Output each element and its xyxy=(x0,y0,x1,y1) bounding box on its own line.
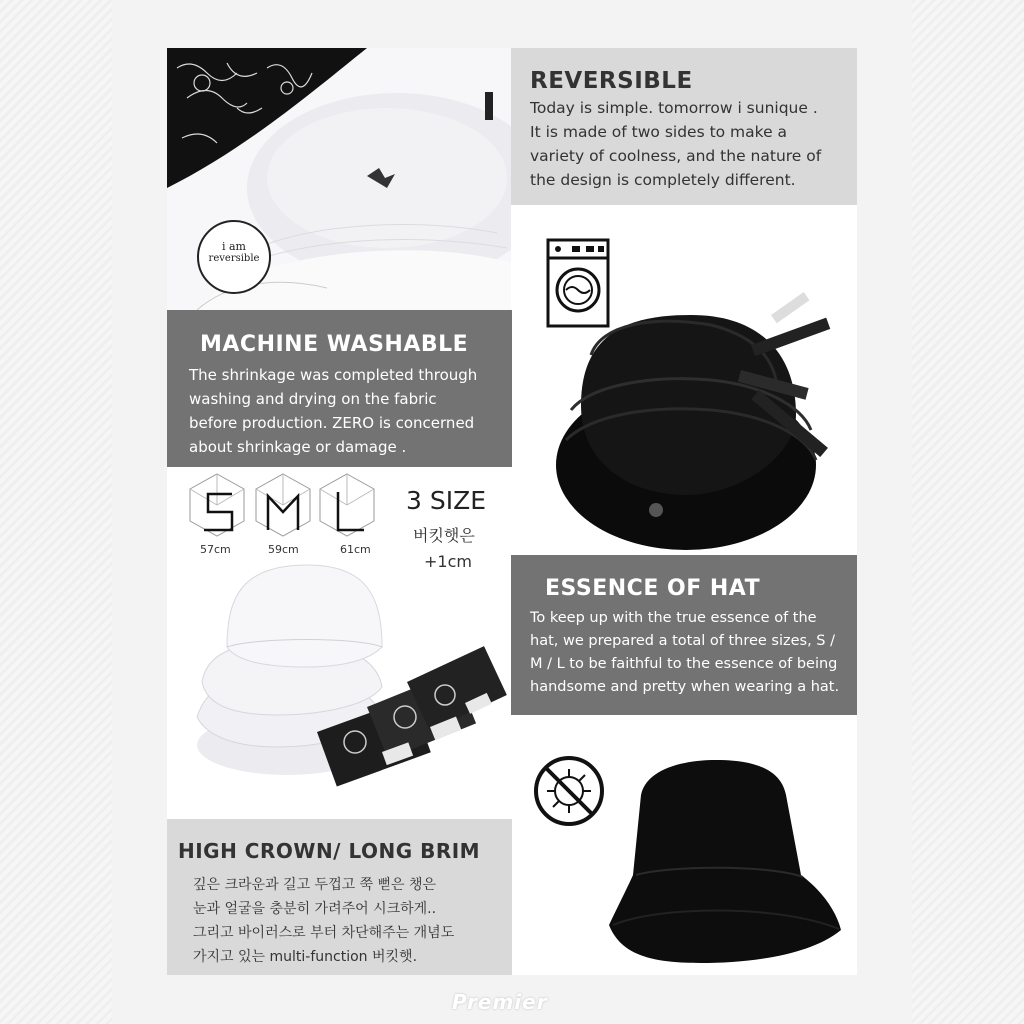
washing-machine-icon xyxy=(546,238,610,328)
essence-title: ESSENCE OF HAT xyxy=(545,576,761,601)
left-background-strip xyxy=(0,0,112,1024)
size-l-icon xyxy=(318,472,376,538)
size-plus-note: +1cm xyxy=(424,552,472,571)
machine-washable-line: The shrinkage was completed through xyxy=(189,366,478,384)
size-l-cm: 61cm xyxy=(340,543,371,556)
high-crown-line: 가지고 있는 multi-function 버킷햇. xyxy=(193,949,418,965)
essence-line: To keep up with the true essence of the xyxy=(530,610,817,626)
essence-text xyxy=(530,607,839,699)
machine-washable-line: about shrinkage or damage . xyxy=(189,438,407,456)
premier-watermark: Premier xyxy=(452,990,548,1014)
essence-line: hat, we prepared a total of three sizes, S / xyxy=(530,633,836,649)
machine-washable-panel xyxy=(167,310,512,467)
reversible-line: variety of coolness, and the nature of xyxy=(530,147,822,165)
size-s-cm: 57cm xyxy=(200,543,231,556)
reversible-panel xyxy=(511,48,857,205)
reversible-line: the design is completely different. xyxy=(530,171,796,189)
machine-washable-line: washing and drying on the fabric xyxy=(189,390,437,408)
size-m-cm: 59cm xyxy=(268,543,299,556)
machine-washable-text xyxy=(189,363,477,459)
essence-line: M / L to be faithful to the essence of being xyxy=(530,656,838,672)
black-hats-photo xyxy=(511,205,857,555)
high-crown-line: 깊은 크라운과 길고 두껍고 쭉 뻗은 챙은 xyxy=(193,877,437,893)
essence-line: handsome and pretty when wearing a hat. xyxy=(530,679,840,695)
badge-line2: reversible xyxy=(208,253,260,264)
essence-panel xyxy=(511,555,857,715)
reversible-badge-icon xyxy=(197,220,271,294)
reversible-text xyxy=(530,96,821,192)
badge-line1: i am xyxy=(221,240,246,253)
machine-washable-title: MACHINE WASHABLE xyxy=(200,332,469,357)
reversible-line: It is made of two sides to make a xyxy=(530,123,788,141)
right-background-strip xyxy=(912,0,1024,1024)
machine-washable-line: before production. ZERO is concerned xyxy=(189,414,475,432)
high-crown-line: 그리고 바이러스로 부터 차단해주는 개념도 xyxy=(193,925,455,941)
high-crown-text xyxy=(193,873,454,969)
reversible-title: REVERSIBLE xyxy=(530,68,693,94)
size-heading: 3 SIZE xyxy=(406,486,487,515)
reversible-hat-photo xyxy=(167,48,511,310)
black-hat-photo xyxy=(511,715,857,975)
reversible-line: Today is simple. tomorrow i sunique . xyxy=(530,99,818,117)
size-korean-note: 버킷햇은 xyxy=(413,526,475,545)
high-crown-line: 눈과 얼굴을 충분히 가려주어 시크하게.. xyxy=(193,901,437,917)
high-crown-title: HIGH CROWN/ LONG BRIM xyxy=(178,839,481,863)
no-virus-icon xyxy=(533,755,605,827)
high-crown-panel xyxy=(167,819,512,975)
size-m-icon xyxy=(254,472,312,538)
size-s-icon xyxy=(188,472,246,538)
